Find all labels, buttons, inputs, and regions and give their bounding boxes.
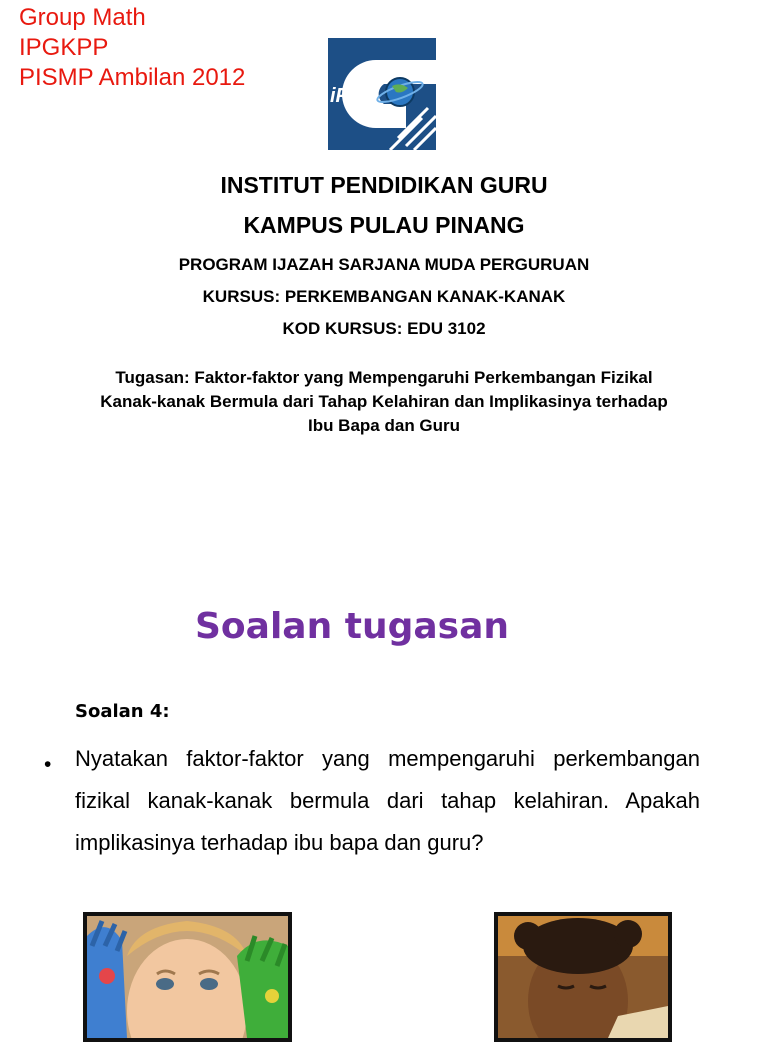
campus-title: KAMPUS PULAU PINANG bbox=[243, 212, 525, 238]
group-label-line2: IPGKPP bbox=[19, 34, 109, 61]
group-label-line1: Group Math bbox=[19, 4, 146, 31]
child-painted-hands-photo bbox=[83, 912, 292, 1042]
section-title: Soalan tugasan bbox=[195, 606, 509, 647]
assignment-line2: Kanak-kanak Bermula dari Tahap Kelahiran dan Implikasinya terhadap bbox=[100, 392, 668, 411]
institute-title: INSTITUT PENDIDIKAN GURU bbox=[220, 172, 548, 198]
group-label bbox=[19, 3, 245, 93]
bullet-icon: • bbox=[44, 753, 52, 776]
course-code: KOD KURSUS: EDU 3102 bbox=[282, 319, 486, 338]
question-text: Nyatakan faktor-faktor yang mempengaruhi perkembangan fizikal kanak-kanak bermula dari tahap kelahiran. Apakah implikasinya terhadap ibu bapa dan guru? bbox=[75, 746, 700, 855]
assignment-line1: Tugasan: Faktor-faktor yang Mempengaruhi Perkembangan Fizikal bbox=[115, 368, 653, 387]
group-label-line3: PISMP Ambilan 2012 bbox=[19, 64, 246, 91]
child-reading-photo bbox=[494, 912, 672, 1042]
question-number: Soalan 4: bbox=[75, 701, 170, 722]
program-title: PROGRAM IJAZAH SARJANA MUDA PERGURUAN bbox=[178, 255, 590, 274]
logo-text: iPG bbox=[330, 85, 365, 107]
assignment-title bbox=[40, 366, 728, 438]
course-title: KURSUS: PERKEMBANGAN KANAK-KANAK bbox=[202, 287, 566, 306]
ipg-logo-icon bbox=[328, 38, 436, 150]
assignment-line3: Ibu Bapa dan Guru bbox=[307, 416, 461, 435]
